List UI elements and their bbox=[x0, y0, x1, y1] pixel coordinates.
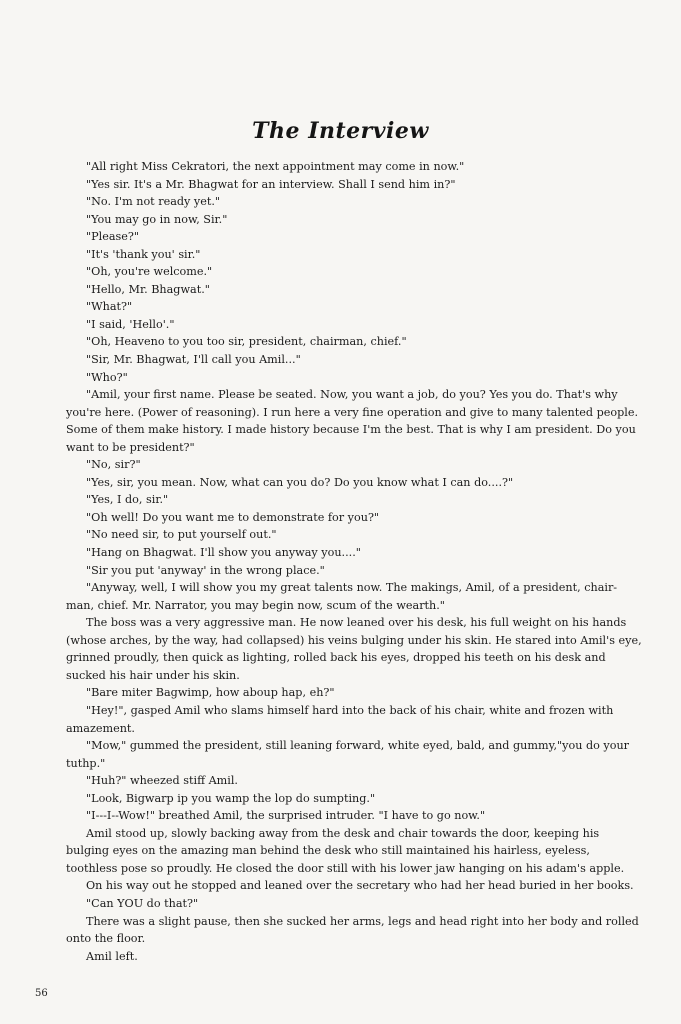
story-paragraph: "You may go in now, Sir." bbox=[86, 212, 228, 226]
page-title: The Interview bbox=[252, 118, 429, 144]
story-paragraph: Amil stood up, slowly backing away from the desk and chair towards the door, keeping his bulging eyes on the amazing man behind the desk who still maintained his hairless, eyeless, toothless pose so proudly. He closed the door still with his lower jaw hanging on his adam's apple. bbox=[66, 826, 625, 875]
story-paragraph: "I---I--Wow!" breathed Amil, the surprised intruder. "I have to go now." bbox=[86, 809, 486, 823]
story-paragraph: "Sir you put 'anyway' in the wrong place." bbox=[86, 563, 325, 577]
story-paragraph: On his way out he stopped and leaned over the secretary who had her head buried in her books. bbox=[86, 879, 634, 893]
story-paragraph: "Hang on Bhagwat. I'll show you anyway you...." bbox=[86, 546, 361, 560]
story-paragraph: "Look, Bigwarp ip you wamp the lop do sumpting." bbox=[86, 791, 376, 805]
story-paragraph: "It's 'thank you' sir." bbox=[86, 247, 201, 261]
story-paragraph: "What?" bbox=[86, 300, 133, 314]
story-paragraph: "Huh?" wheezed stiff Amil. bbox=[86, 774, 238, 788]
story-paragraph: There was a slight pause, then she sucked her arms, legs and head right into her body and rolled onto the floor. bbox=[66, 914, 639, 946]
story-paragraph: "Yes, sir, you mean. Now, what can you do? Do you know what I can do....?" bbox=[86, 475, 514, 489]
story-paragraph: "Please?" bbox=[86, 230, 140, 244]
story-body bbox=[66, 158, 642, 965]
story-paragraph: "Oh, you're welcome." bbox=[86, 265, 213, 279]
story-paragraph: "Sir, Mr. Bhagwat, I'll call you Amil..." bbox=[86, 353, 301, 367]
story-paragraph: "No need sir, to put yourself out." bbox=[86, 528, 277, 542]
story-paragraph: "Oh well! Do you want me to demonstrate for you?" bbox=[86, 510, 380, 524]
story-paragraph: The boss was a very aggressive man. He now leaned over his desk, his full weight on his hands (whose arches, by the way, had collapsed) his veins bulging under his skin. He stared into Amil's eye, grinned proudly, then quick as lighting, rolled back his eyes, dropped his teeth on his desk and sucked his hair under his skin. bbox=[66, 616, 642, 682]
story-paragraph: "Oh, Heaveno to you too sir, president, chairman, chief." bbox=[86, 335, 407, 349]
story-paragraph: "Who?" bbox=[86, 370, 128, 384]
story-paragraph: "No. I'm not ready yet." bbox=[86, 195, 221, 209]
story-paragraph: "Hey!", gasped Amil who slams himself hard into the back of his chair, white and frozen with amazement. bbox=[66, 703, 614, 735]
story-paragraph: Amil left. bbox=[86, 949, 138, 963]
story-paragraph: "All right Miss Cekratori, the next appointment may come in now." bbox=[86, 160, 465, 173]
story-paragraph: "I said, 'Hello'." bbox=[86, 317, 175, 331]
story-paragraph: "Anyway, well, I will show you my great talents now. The makings, Amil, of a president, chair-man, chief. Mr. Narrator, you may begin now, scum of the wearth." bbox=[66, 581, 618, 612]
story-paragraph: "Hello, Mr. Bhagwat." bbox=[86, 282, 210, 296]
story-paragraph: "Yes, I do, sir." bbox=[86, 493, 169, 507]
story-paragraph: "Yes sir. It's a Mr. Bhagwat for an interview. Shall I send him in?" bbox=[86, 177, 456, 191]
story-paragraph: "Can YOU do that?" bbox=[86, 896, 199, 910]
story-paragraph: "Bare miter Bagwimp, how aboup hap, eh?" bbox=[86, 686, 335, 700]
story-paragraph: "Mow," gummed the president, still leaning forward, white eyed, bald, and gummy,"you do your tuthp." bbox=[66, 739, 630, 770]
story-paragraph: "No, sir?" bbox=[86, 458, 141, 472]
page-number: 56 bbox=[35, 988, 48, 999]
story-paragraph: "Amil, your first name. Please be seated. Now, you want a job, do you? Yes you do. That's why you're here. (Power of reasoning). I run here a very fine operation and give to many talented people. Some of them make history. I made history because I'm the best. That is why I am president. Do you want to be president?" bbox=[66, 388, 639, 454]
